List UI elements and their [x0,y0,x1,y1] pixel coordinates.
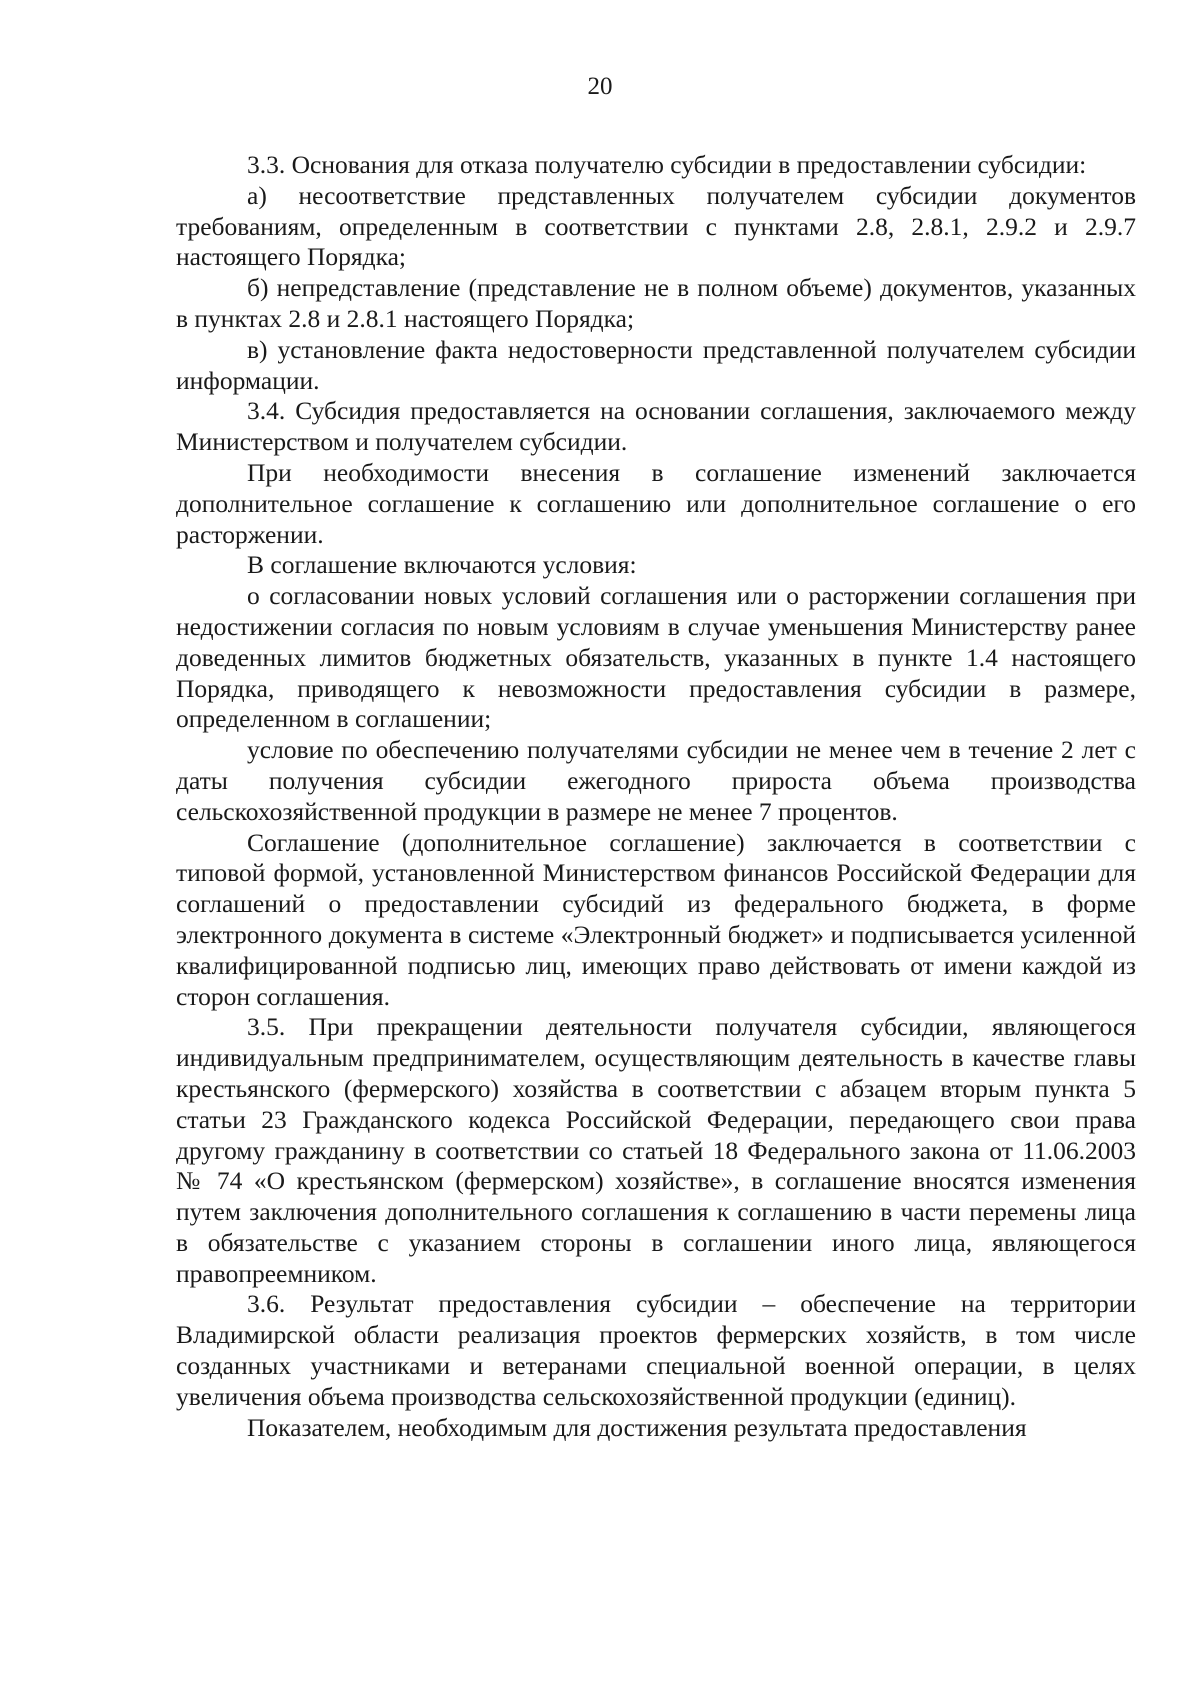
paragraph-amendments: При необходимости внесения в соглашение изменений заключается дополнительное соглашение к соглашению или дополнительное соглашение о его расторжении. [176,457,1136,549]
paragraph-condition-growth: условие по обеспечению получателями субсидии не менее чем в течение 2 лет с даты получения субсидии ежегодного прироста объема производства сельскохозяйственной продукции в размере не менее 7 процентов. [176,735,1136,826]
paragraph-conditions-intro: В соглашение включаются условия: [247,550,637,580]
paragraph-3-3-v: в) установление факта недостоверности представленной получателем субсидии информации. [176,334,1136,395]
paragraph-3-5: 3.5. При прекращении деятельности получателя субсидии, являющегося индивидуальным предпринимателем, осуществляющим деятельность в качестве главы крестьянского (фермерского) хозяйства в соответствии с абзацем вторым пункта 5 статьи 23 Гражданского кодекса Российской Федерации, передающего свои права другому гражданину в соответствии со статьей 18 Федерального закона от 11.06.2003 № 74 «О крестьянском (фермерском) хозяйстве», в соглашение вносятся изменения путем заключения дополнительного соглашения к соглашению в части перемены лица в обязательстве с указанием стороны в соглашении иного лица, являющегося правопреемником. [176,1012,1136,1288]
document-body [176,150,1136,1443]
paragraph-3-3: 3.3. Основания для отказа получателю субсидии в предоставлении субсидии: [247,150,1087,179]
paragraph-3-6: 3.6. Результат предоставления субсидии – обеспечение на территории Владимирской области реализация проектов фермерских хозяйств, в том числе созданных участниками и ветеранами специальной военной операции, в целях увеличения объема производства сельскохозяйственной продукции (единиц). [176,1289,1136,1411]
paragraph-condition-limits: о согласовании новых условий соглашения или о расторжении соглашения при недостижении согласия по новым условиям в случае уменьшения Министерству ранее доведенных лимитов бюджетных обязательств, указанных в пункте 1.4 настоящего Порядка, приводящего к невозможности предоставления субсидии в размере, определенном в соглашении; [176,581,1136,734]
paragraph-indicator: Показателем, необходимым для достижения результата предоставления [247,1412,1027,1442]
paragraph-agreement-form: Соглашение (дополнительное соглашение) заключается в соответствии с типовой формой, установленной Министерством финансов Российской Федерации для соглашений о предоставлении субсидий из федерального бюджета, в форме электронного документа в системе «Электронный бюджет» и подписывается усиленной квалифицированной подписью лиц, имеющих право действовать от имени каждой из сторон соглашения. [176,827,1136,1011]
paragraph-3-3-a: а) несоответствие представленных получателем субсидии документов требованиям, определенным в соответствии с пунктами 2.8, 2.8.1, 2.9.2 и 2.9.7 настоящего Порядка; [176,180,1136,272]
paragraph-3-4: 3.4. Субсидия предоставляется на основании соглашения, заключаемого между Министерством и получателем субсидии. [176,396,1136,457]
paragraph-3-3-b: б) непредставление (представление не в полном объеме) документов, указанных в пунктах 2.8 и 2.8.1 настоящего Порядка; [176,273,1136,333]
page-number: 20 [587,73,613,100]
